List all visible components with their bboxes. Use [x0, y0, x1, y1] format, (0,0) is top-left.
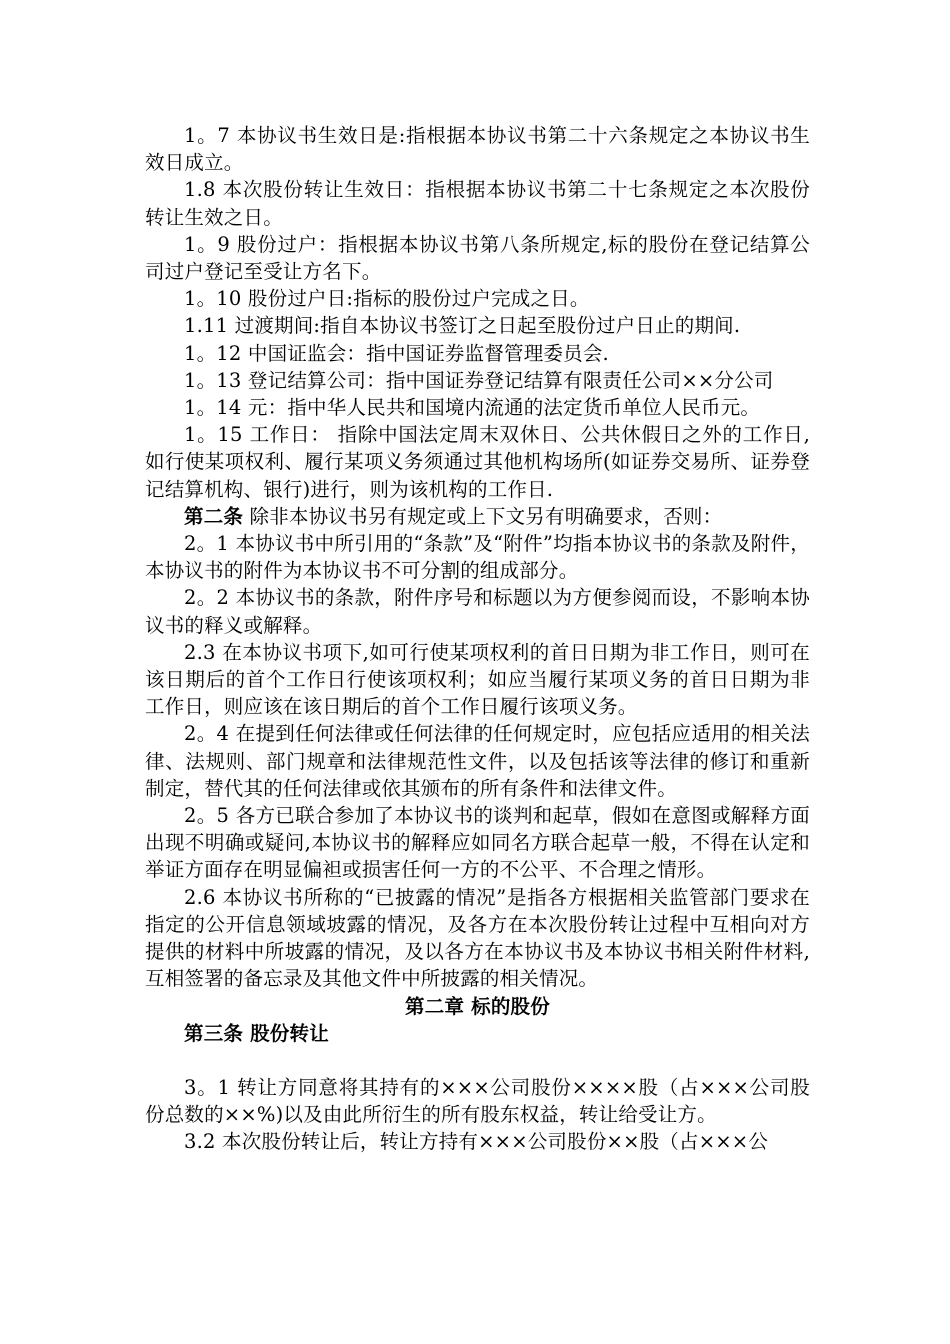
article-3-title: 第三条 股份转让 — [184, 1021, 329, 1045]
paragraph-1-13: 1。13 登记结算公司：指中国证券登记结算有限责任公司××分公司 — [184, 368, 774, 392]
paragraph-1-15: 1。15 工作日： 指除中国法定周末双休日、公共休假日之外的工作日,如行使某项权利、履行某项义务须通过其他机构场所(如证券交易所、证券登记结算机构、银行)进行，则为该机构的工作日. — [145, 423, 810, 501]
paragraph-2-2: 2。2 本协议书的条款，附件序号和标题以为方便参阅而设，不影响本协议书的释义或解释。 — [145, 586, 810, 637]
paragraph-3-1: 3。1 转让方同意将其持有的×××公司股份××××股（占×××公司股份总数的××%)以及由此所衍生的所有股东权益，转让给受让方。 — [145, 1075, 810, 1127]
paragraph-2-3: 2.3 在本协议书项下,如可行使某项权利的首日日期为非工作日，则可在该日期后的首个工作日行使该项权利；如应当履行某项义务的首日日期为非工作日，则应该在该日期后的首个工作日履行该项义务。 — [145, 640, 810, 719]
document-body — [145, 122, 810, 1156]
paragraph-1-9: 1。9 股份过户：指根据本协议书第八条所规定,标的股份在登记结算公司过户登记至受让方名下。 — [145, 232, 810, 284]
paragraph-2-6: 2.6 本协议书所称的“已披露的情况”是指各方根据相关监管部门要求在指定的公开信息领域坡露的情况，及各方在本次股份转让过程中互相向对方提供的材料中所坡露的情况，及以各方在本协议书及本协议书相关附件材料,互相签署的备忘录及其他文件中所披露的相关情况。 — [145, 885, 810, 991]
article-2-intro — [145, 503, 810, 530]
paragraph-2-5: 2。5 各方已联合参加了本协议书的谈判和起草，假如在意图或解释方面出现不明确或疑问,本协议书的解释应如同名方联合起草一般，不得在认定和举证方面存在明显偏袒或损害任何一方的不公平、不合理之情形。 — [145, 804, 810, 882]
article-2-text: 除非本协议书另有规定或上下文另有明确要求，否则： — [243, 504, 723, 528]
paragraph-1-10: 1。10 股份过户日:指标的股份过户完成之日。 — [184, 287, 590, 311]
paragraph-2-1: 2。1 本协议书中所引用的“条款”及“附件”均指本协议书的条款及附件，本协议书的附件为本协议书不可分割的组成部分。 — [145, 532, 810, 583]
blank-line — [145, 1047, 810, 1074]
paragraph-1-8: 1.8 本次股份转让生效日：指根据本协议书第二十七条规定之本次股份转让生效之日。 — [145, 178, 810, 229]
paragraph-1-7: 1。7 本协议书生效日是:指根据本协议书第二十六条规定之本协议书生效日成立。 — [145, 124, 810, 175]
chapter-2-title: 第二章 标的股份 — [405, 994, 550, 1018]
paragraph-1-11: 1.11 过渡期间:指自本协议书签订之日起至股份过户日止的期间. — [184, 314, 741, 338]
article-2-label: 第二条 — [184, 504, 244, 528]
paragraph-2-4: 2。4 在提到任何法律或任何法律的任何规定时，应包括应适用的相关法律、法规则、部门规章和法律规范性文件，以及包括该等法律的修订和重新制定，替代其的任何法律或依其颁布的所有条件和法律文件。 — [145, 722, 810, 800]
paragraph-1-14: 1。14 元：指中华人民共和国境内流通的法定货币单位人民币元。 — [184, 396, 761, 420]
paragraph-3-2: 3.2 本次股份转让后，转让方持有×××公司股份××股（占×××公 — [184, 1130, 769, 1154]
paragraph-1-12: 1。12 中国证监会：指中国证券监督管理委员会. — [184, 341, 609, 365]
